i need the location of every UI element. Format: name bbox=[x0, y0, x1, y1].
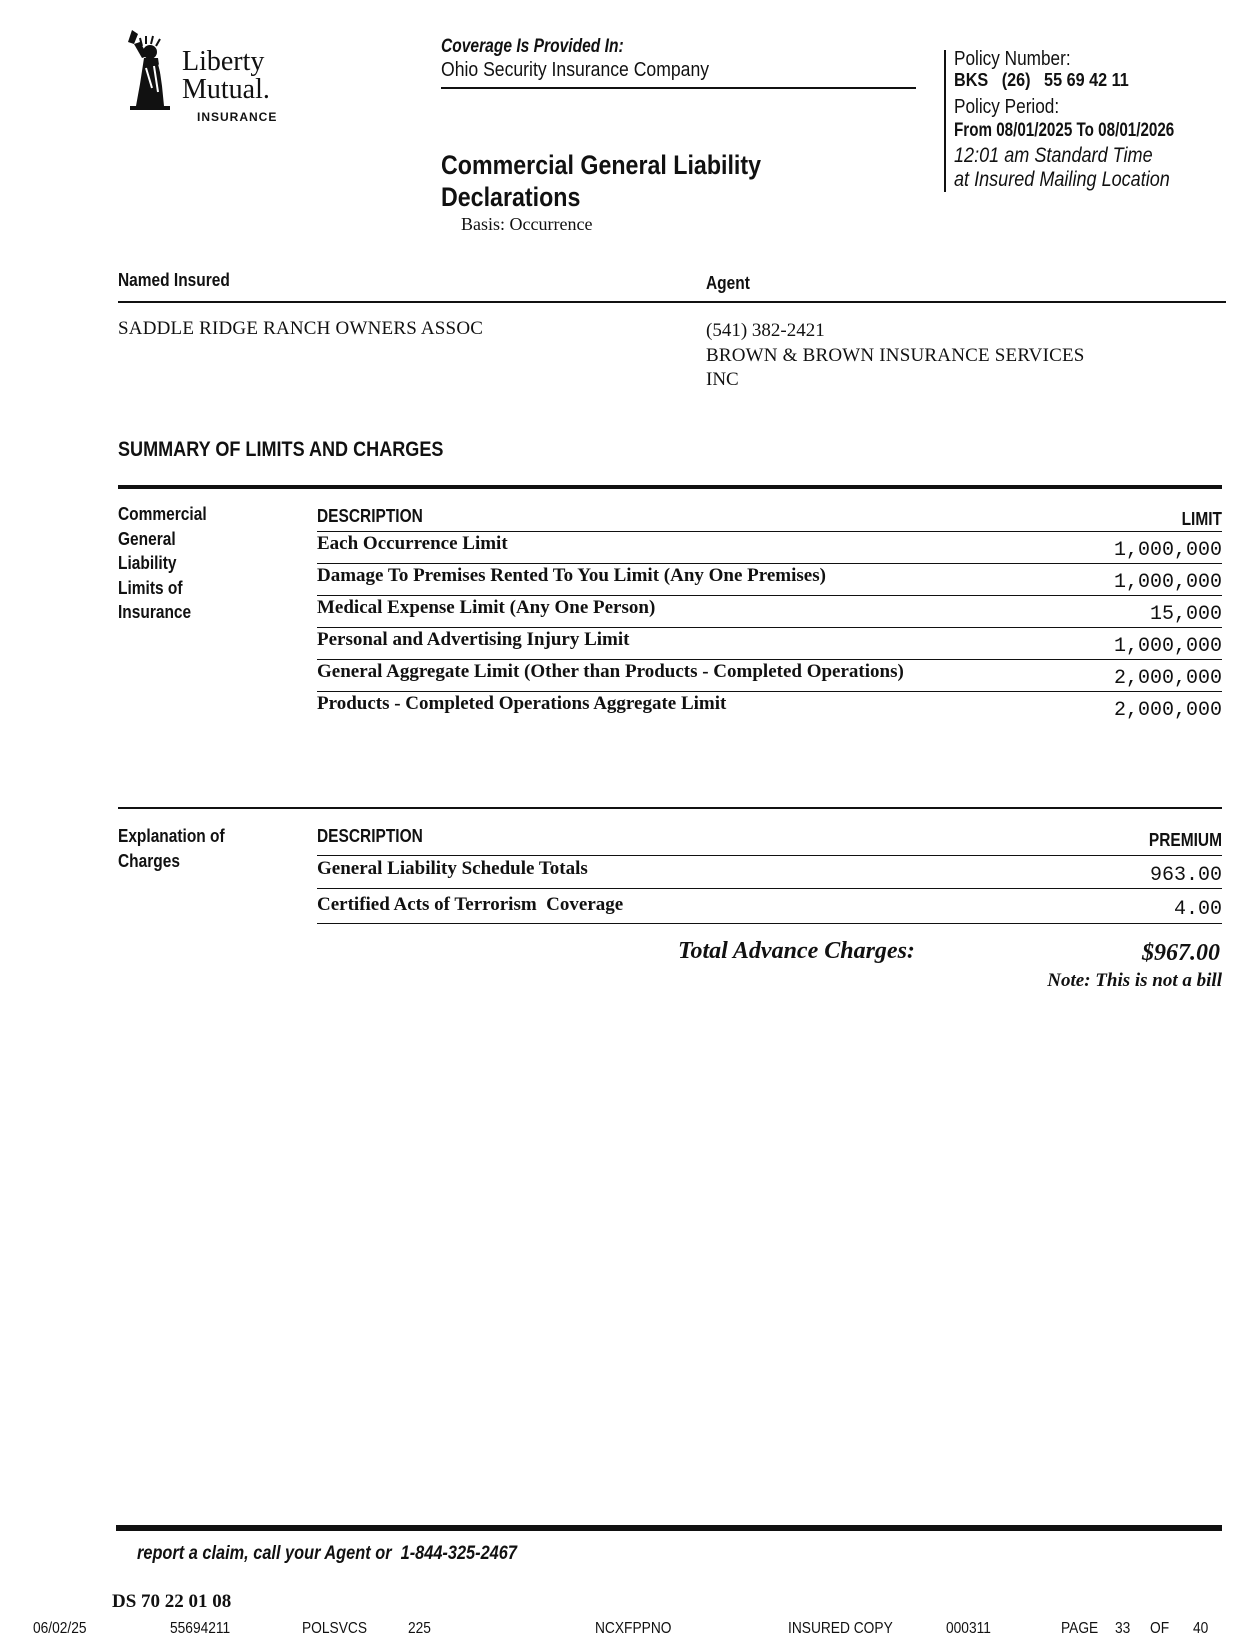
table-row bbox=[317, 691, 1222, 723]
charge-desc: Certified Acts of Terrorism Coverage bbox=[317, 894, 624, 915]
insured-agent-rule bbox=[118, 301, 1226, 303]
policy-block bbox=[954, 48, 1244, 192]
claim-text: report a claim, call your Agent or 1-844-325-2467 bbox=[137, 1543, 517, 1564]
footer-code: 225 bbox=[408, 1620, 431, 1637]
limit-desc: General Aggregate Limit (Other than Products - Completed Operations) bbox=[317, 661, 904, 682]
limit-value: 1,000,000 bbox=[1113, 539, 1222, 562]
company-logo bbox=[118, 28, 298, 128]
limit-value: 1,000,000 bbox=[1113, 635, 1222, 658]
limit-desc: Personal and Advertising Injury Limit bbox=[317, 629, 630, 650]
charges-side-label bbox=[118, 824, 225, 874]
charges-table bbox=[317, 855, 1222, 924]
limits-value-header bbox=[1080, 509, 1222, 530]
charges-rule bbox=[118, 807, 1222, 809]
table-row bbox=[317, 855, 1222, 888]
logo-insurance: INSURANCE bbox=[197, 110, 278, 124]
named-insured-label: Named Insured bbox=[118, 270, 230, 290]
charges-desc-header: DESCRIPTION bbox=[317, 826, 423, 846]
charge-desc: General Liability Schedule Totals bbox=[317, 858, 588, 879]
policy-number bbox=[954, 70, 1215, 96]
agent-label: Agent bbox=[706, 273, 750, 293]
named-insured-name: SADDLE RIDGE RANCH OWNERS ASSOC bbox=[118, 318, 484, 339]
charge-value: 4.00 bbox=[1173, 898, 1222, 921]
footer-rule bbox=[116, 1525, 1222, 1531]
table-row bbox=[317, 563, 1222, 595]
limits-value-header-text: LIMIT bbox=[1181, 509, 1222, 529]
limits-table bbox=[317, 531, 1222, 723]
summary-rule bbox=[118, 485, 1222, 489]
coverage-company: Ohio Security Insurance Company bbox=[441, 59, 710, 81]
total-label: Total Advance Charges: bbox=[678, 938, 915, 964]
agent-name: BROWN & BROWN INSURANCE SERVICES bbox=[706, 345, 1085, 366]
table-row bbox=[317, 627, 1222, 659]
table-row bbox=[317, 531, 1222, 563]
logo-liberty: Liberty bbox=[182, 46, 265, 77]
charges-side-line: Explanation of bbox=[118, 826, 225, 846]
policy-divider bbox=[944, 50, 946, 192]
limit-desc: Damage To Premises Rented To You Limit (Any One Premises) bbox=[317, 565, 826, 586]
footer-policy-digits: 55694211 bbox=[170, 1620, 231, 1637]
policy-time: 12:01 am Standard Time bbox=[954, 144, 1153, 167]
limit-value: 2,000,000 bbox=[1113, 699, 1222, 722]
charge-value: 963.00 bbox=[1149, 864, 1222, 887]
table-row bbox=[317, 888, 1222, 924]
limit-value: 2,000,000 bbox=[1113, 667, 1222, 690]
charges-value-header-text: PREMIUM bbox=[1148, 830, 1222, 850]
total-value bbox=[1060, 940, 1220, 967]
limits-side-line: Insurance bbox=[118, 602, 192, 622]
limit-desc: Each Occurrence Limit bbox=[317, 533, 508, 554]
limit-value: 1,000,000 bbox=[1113, 571, 1222, 594]
limits-side-line: Liability bbox=[118, 553, 177, 573]
summary-heading: SUMMARY OF LIMITS AND CHARGES bbox=[118, 438, 444, 461]
limit-desc: Products - Completed Operations Aggregate Limit bbox=[317, 693, 727, 714]
policy-number-value: 55 69 42 11 bbox=[1044, 70, 1129, 90]
limit-value: 15,000 bbox=[1149, 603, 1222, 626]
policy-period-range: From 08/01/2025 To 08/01/2026 bbox=[954, 120, 1175, 141]
limit-desc: Medical Expense Limit (Any One Person) bbox=[317, 597, 656, 618]
not-a-bill-text: Note: This is not a bill bbox=[1047, 970, 1222, 991]
limits-side-line: Limits of bbox=[118, 577, 183, 598]
footer-date: 06/02/25 bbox=[33, 1620, 87, 1637]
agent-name-line2: INC bbox=[706, 369, 739, 390]
limits-desc-header: DESCRIPTION bbox=[317, 506, 423, 526]
page-title: Commercial General Liability bbox=[441, 150, 762, 180]
table-row bbox=[317, 659, 1222, 691]
not-a-bill-note bbox=[960, 970, 1222, 992]
footer-meta bbox=[0, 1620, 1259, 1642]
form-number: DS 70 22 01 08 bbox=[112, 1591, 232, 1612]
coverage-rule bbox=[441, 87, 916, 89]
table-row bbox=[317, 595, 1222, 627]
logo-mutual: Mutual. bbox=[182, 74, 270, 105]
basis-text: Basis: Occurrence bbox=[461, 214, 593, 234]
policy-number-prefix: BKS bbox=[954, 70, 989, 90]
footer-page-label: PAGE bbox=[1061, 1620, 1099, 1637]
policy-number-code: (26) bbox=[1001, 70, 1031, 90]
policy-number-label: Policy Number: bbox=[954, 48, 1071, 70]
footer-seq: 000311 bbox=[946, 1620, 991, 1637]
agent-phone: (541) 382-2421 bbox=[706, 320, 825, 341]
footer-page-num: 33 bbox=[1115, 1620, 1131, 1637]
limits-side-label bbox=[118, 502, 207, 625]
policy-period-label: Policy Period: bbox=[954, 96, 1060, 118]
footer-dept: POLSVCS bbox=[302, 1620, 368, 1637]
footer-page-total: 40 bbox=[1193, 1620, 1209, 1637]
charges-side-line: Charges bbox=[118, 851, 180, 871]
statue-of-liberty-icon bbox=[118, 28, 180, 110]
total-value-text: $967.00 bbox=[1142, 940, 1220, 966]
coverage-heading: Coverage Is Provided In: bbox=[441, 36, 624, 57]
page-title-line2: Declarations bbox=[441, 182, 581, 212]
limits-side-line: General bbox=[118, 528, 176, 549]
footer-copy: INSURED COPY bbox=[788, 1620, 893, 1637]
footer-of-label: OF bbox=[1150, 1620, 1170, 1637]
charges-value-header bbox=[1080, 830, 1222, 851]
footer-printer: NCXFPPNO bbox=[595, 1620, 672, 1637]
limits-side-line: Commercial bbox=[118, 504, 207, 524]
policy-location: at Insured Mailing Location bbox=[954, 168, 1170, 191]
